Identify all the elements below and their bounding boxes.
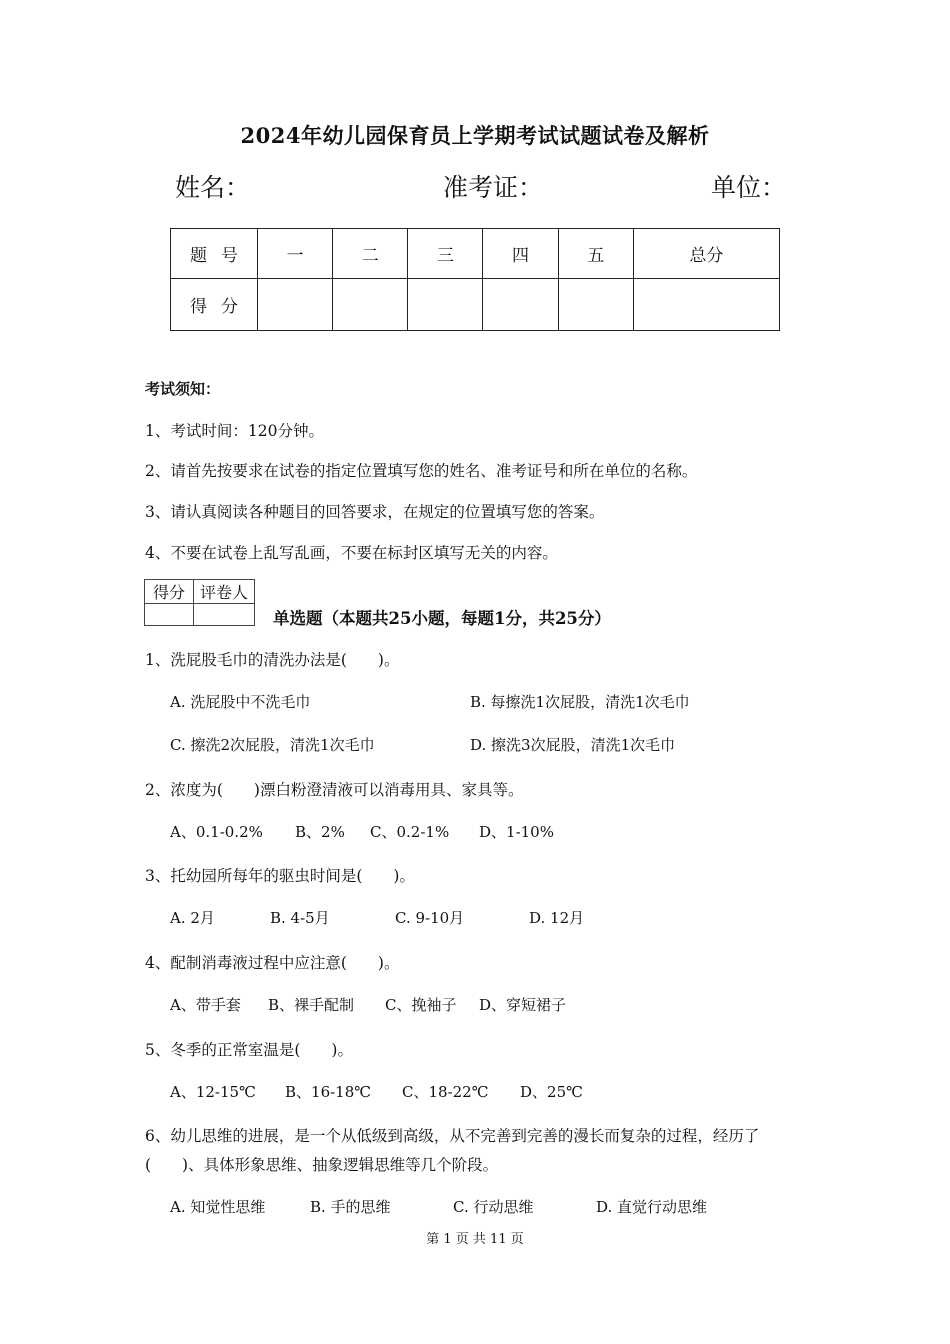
question-6-option-d[interactable]: D. 直觉行动思维 xyxy=(596,1198,708,1216)
notice-title: 考试须知： xyxy=(145,380,221,398)
section-title: 单选题（本题共25小题，每题1分，共25分） xyxy=(273,609,611,628)
grader-score-cell[interactable] xyxy=(145,604,194,626)
score-cell-2[interactable] xyxy=(333,279,408,331)
unit-field-label: 单位： xyxy=(711,173,787,202)
grader-score-label: 得分 xyxy=(145,580,194,604)
question-5: 5、冬季的正常室温是( )。 xyxy=(145,1041,353,1059)
question-4-option-a[interactable]: A、带手套 xyxy=(170,996,241,1014)
question-6: 6、幼儿思维的进展，是一个从低级到高级，从不完善到完善的漫长而复杂的过程，经历了 xyxy=(145,1127,760,1145)
grader-name-cell[interactable] xyxy=(194,604,255,626)
question-3-option-b[interactable]: B. 4-5月 xyxy=(270,909,330,927)
page-footer: 第 1 页 共 11 页 xyxy=(426,1232,524,1247)
notice-item: 1、考试时间：120分钟。 xyxy=(145,422,324,440)
question-4-option-c[interactable]: C、挽袖子 xyxy=(385,996,457,1014)
score-table-score-row xyxy=(171,279,780,331)
score-cell-1[interactable] xyxy=(258,279,333,331)
notice-item: 3、请认真阅读各种题目的回答要求，在规定的位置填写您的答案。 xyxy=(145,503,605,521)
exam-number-field-label: 准考证： xyxy=(443,173,544,202)
question-5-option-c[interactable]: C、18-22℃ xyxy=(402,1083,489,1101)
question-3-option-a[interactable]: A. 2月 xyxy=(170,909,215,927)
question-1-option-c[interactable]: C. 擦洗2次屁股，清洗1次毛巾 xyxy=(170,736,375,754)
question-3-option-d[interactable]: D. 12月 xyxy=(529,909,585,927)
question-6-continued: ( )、具体形象思维、抽象逻辑思维等几个阶段。 xyxy=(145,1156,499,1174)
name-field-label: 姓名： xyxy=(175,173,251,202)
score-column-2: 二 xyxy=(333,229,408,279)
question-3-option-c[interactable]: C. 9-10月 xyxy=(395,909,465,927)
question-5-option-a[interactable]: A、12-15℃ xyxy=(170,1083,256,1101)
question-1-option-a[interactable]: A. 洗屁股中不洗毛巾 xyxy=(170,693,311,711)
score-cell-4[interactable] xyxy=(483,279,558,331)
score-column-4: 四 xyxy=(483,229,558,279)
score-cell-5[interactable] xyxy=(558,279,633,331)
notice-item: 4、不要在试卷上乱写乱画，不要在标封区填写无关的内容。 xyxy=(145,544,558,562)
question-5-option-d[interactable]: D、25℃ xyxy=(520,1083,583,1101)
score-column-5: 五 xyxy=(558,229,633,279)
question-1-option-d[interactable]: D. 擦洗3次屁股，清洗1次毛巾 xyxy=(470,736,676,754)
question-2-option-d[interactable]: D、1-10% xyxy=(479,823,554,841)
question-6-option-b[interactable]: B. 手的思维 xyxy=(310,1198,391,1216)
score-column-3: 三 xyxy=(408,229,483,279)
score-cell-3[interactable] xyxy=(408,279,483,331)
question-2-option-b[interactable]: B、2% xyxy=(295,823,345,841)
question-2-option-a[interactable]: A、0.1-0.2% xyxy=(170,823,263,841)
question-6-option-c[interactable]: C. 行动思维 xyxy=(453,1198,534,1216)
score-cell-total[interactable] xyxy=(633,279,779,331)
question-2: 2、浓度为( )漂白粉澄清液可以消毒用具、家具等。 xyxy=(145,781,524,799)
grader-name-label: 评卷人 xyxy=(194,580,255,604)
question-2-option-c[interactable]: C、0.2-1% xyxy=(370,823,450,841)
question-3: 3、托幼园所每年的驱虫时间是( )。 xyxy=(145,867,415,885)
page-title: 2024年幼儿园保育员上学期考试试题试卷及解析 xyxy=(240,123,710,148)
score-table-header-row xyxy=(171,229,780,279)
question-6-option-a[interactable]: A. 知觉性思维 xyxy=(170,1198,266,1216)
question-5-option-b[interactable]: B、16-18℃ xyxy=(285,1083,372,1101)
grader-box xyxy=(144,579,255,626)
score-column-total: 总分 xyxy=(633,229,779,279)
notice-item: 2、请首先按要求在试卷的指定位置填写您的姓名、准考证号和所在单位的名称。 xyxy=(145,462,698,480)
question-1: 1、洗屁股毛巾的清洗办法是( )。 xyxy=(145,651,400,669)
question-4-option-d[interactable]: D、穿短裙子 xyxy=(479,996,567,1014)
score-column-1: 一 xyxy=(258,229,333,279)
question-4: 4、配制消毒液过程中应注意( )。 xyxy=(145,954,400,972)
question-1-option-b[interactable]: B. 每擦洗1次屁股，清洗1次毛巾 xyxy=(470,693,690,711)
question-4-option-b[interactable]: B、裸手配制 xyxy=(268,996,355,1014)
score-table xyxy=(170,228,780,331)
question-number-label: 题号 xyxy=(171,229,258,279)
score-label: 得分 xyxy=(171,279,258,331)
